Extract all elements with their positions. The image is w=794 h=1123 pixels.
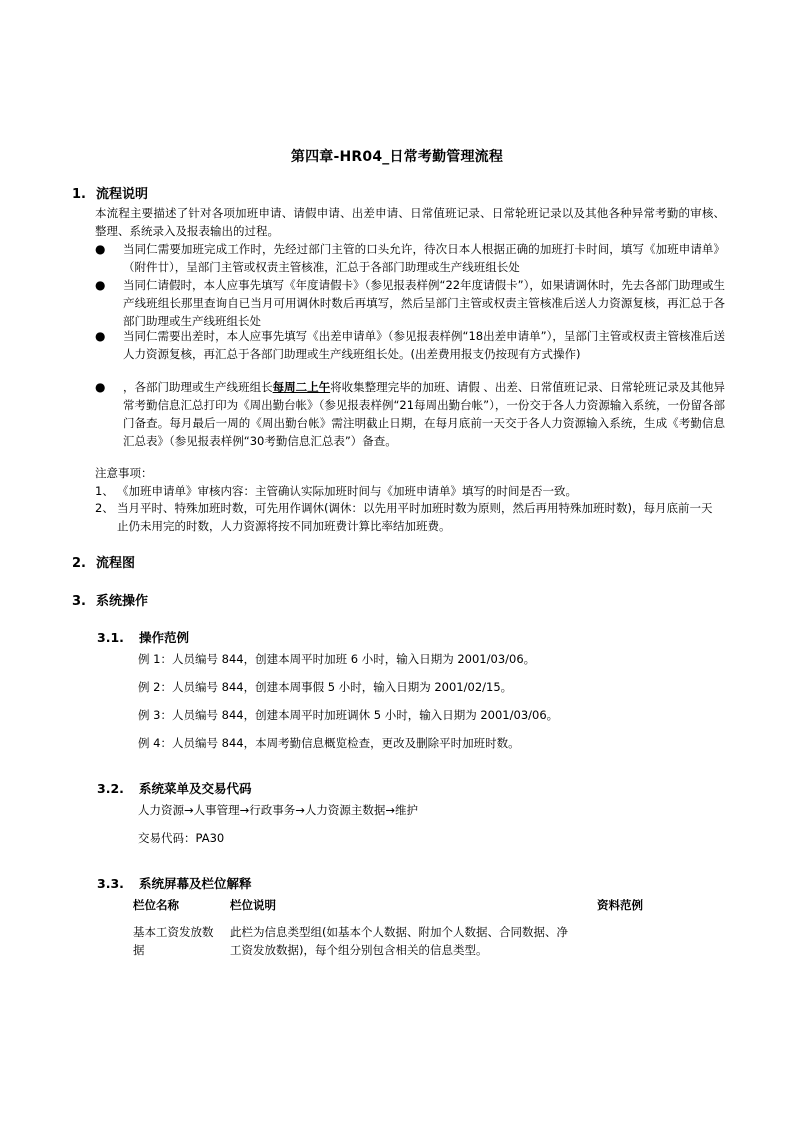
page-title: 第四章-HR04_日常考勤管理流程 xyxy=(290,149,504,165)
subsection-number: 3.2. xyxy=(97,781,124,796)
subsection-3-3-heading xyxy=(97,874,252,892)
example-line: 例 4：人员编号 844，本周考勤信息概览检查，更改及删除平时加班时数。 xyxy=(138,736,520,750)
subsection-title: 操作范例 xyxy=(139,630,190,645)
subsection-3-1-heading xyxy=(97,628,189,646)
section-1-heading xyxy=(72,183,148,202)
bullet-icon: ● xyxy=(95,329,106,343)
bullet-item xyxy=(95,240,725,276)
note-number: 2、 xyxy=(95,501,114,515)
note-text: 当月平时、特殊加班时数，可先用作调休(调休：以先用平时加班时数为原则，然后再用特殊加班时数)，每月底前一天止仍未用完的时数，人力资源将按不同加班费计算比率结加班费。 xyxy=(117,501,713,533)
subsection-title: 系统菜单及交易代码 xyxy=(139,781,252,796)
emphasis-text: 每周二上午 xyxy=(272,380,331,394)
bullet-icon: ● xyxy=(95,380,106,394)
bullet-text-part: ，各部门助理或生产线班组长 xyxy=(123,380,273,394)
section-number: 2. xyxy=(72,556,86,571)
example-line: 例 1：人员编号 844，创建本周平时加班 6 小时，输入日期为 2001/03/06。 xyxy=(138,652,536,666)
section-number: 1. xyxy=(72,187,86,202)
transaction-code: 交易代码：PA30 xyxy=(138,831,225,845)
table-header-field-desc: 栏位说明 xyxy=(230,898,276,912)
bullet-text-part: 将收集整理完毕的加班、请假 、出差、日常值班记录、日常轮班记录及其他异常考勤信息汇总打印为《周出勤台帐》（参见报表样例“21每周出勤台帐”），一份交于各人力资源输入系统，一份留各部门备查。每月最后一周的《周出勤台帐》需注明截止日期，在每月底前一天交于各人力资源输入系统，生成《考勤信息汇总表》（参见报表样例“30考勤信息汇总表”）备查。 xyxy=(123,380,726,448)
bullet-text: 当同仁请假时，本人应事先填写《年度请假卡》（参见报表样例“22年度请假卡”），如果请调休时，先去各部门助理或生产线班组长那里查询自已当月可用调休时数后再填写，然后呈部门主管或权责主管核准后送人力资源复核，再汇总于各部门助理或生产线班组长处 xyxy=(123,278,725,328)
bullet-item xyxy=(95,276,725,330)
section-title: 流程说明 xyxy=(96,187,149,202)
table-cell-field-name: 基本工资发放数据 xyxy=(133,925,214,957)
table-header-data-example: 资料范例 xyxy=(597,898,643,912)
subsection-number: 3.3. xyxy=(97,876,124,891)
subsection-3-2-heading xyxy=(97,779,252,797)
subsection-title: 系统屏幕及栏位解释 xyxy=(139,876,252,891)
section-1-intro: 本流程主要描述了针对各项加班申请、请假申请、出差申请、日常值班记录、日常轮班记录以及其他各种异常考勤的审核、整理、系统录入及报表输出的过程。 xyxy=(95,206,725,238)
bullet-item xyxy=(95,327,725,363)
notes-title: 注意事项： xyxy=(95,466,153,480)
note-item xyxy=(95,499,715,535)
subsection-number: 3.1. xyxy=(97,630,124,645)
bullet-text: 当同仁需要加班完成工作时，先经过部门主管的口头允许，待次日本人根据正确的加班打卡时间，填写《加班申请单》（附件廿），呈部门主管或权责主管核准，汇总于各部门助理或生产线班组长处 xyxy=(123,242,725,274)
table-cell-field-desc: 此栏为信息类型组(如基本个人数据、附加个人数据、合同数据、净工资发放数据)，每个组分别包含相关的信息类型。 xyxy=(230,925,568,957)
bullet-item xyxy=(95,378,725,450)
section-3-heading xyxy=(72,590,148,609)
bullet-text xyxy=(123,378,725,450)
note-item xyxy=(95,482,715,500)
section-2-heading xyxy=(72,552,135,571)
bullet-icon: ● xyxy=(95,278,106,292)
bullet-icon: ● xyxy=(95,242,106,256)
section-title: 流程图 xyxy=(96,556,136,571)
table-header-field-name: 栏位名称 xyxy=(133,898,179,912)
example-line: 例 3：人员编号 844，创建本周平时加班调休 5 小时，输入日期为 2001/03/06。 xyxy=(138,708,559,722)
menu-path: 人力资源→人事管理→行政事务→人力资源主数据→维护 xyxy=(138,803,419,817)
example-line: 例 2：人员编号 844，创建本周事假 5 小时，输入日期为 2001/02/15。 xyxy=(138,680,513,694)
note-number: 1、 xyxy=(95,484,114,498)
section-title: 系统操作 xyxy=(96,594,149,609)
note-text: 《加班申请单》审核内容：主管确认实际加班时间与《加班申请单》填写的时间是否一致。 xyxy=(117,484,577,498)
section-number: 3. xyxy=(72,594,86,609)
bullet-text: 当同仁需要出差时，本人应事先填写《出差申请单》（参见报表样例“18出差申请单”），呈部门主管或权责主管核准后送人力资源复核，再汇总于各部门助理或生产线班组长处。(出差费用报支仍按现有方式操作) xyxy=(123,329,725,361)
